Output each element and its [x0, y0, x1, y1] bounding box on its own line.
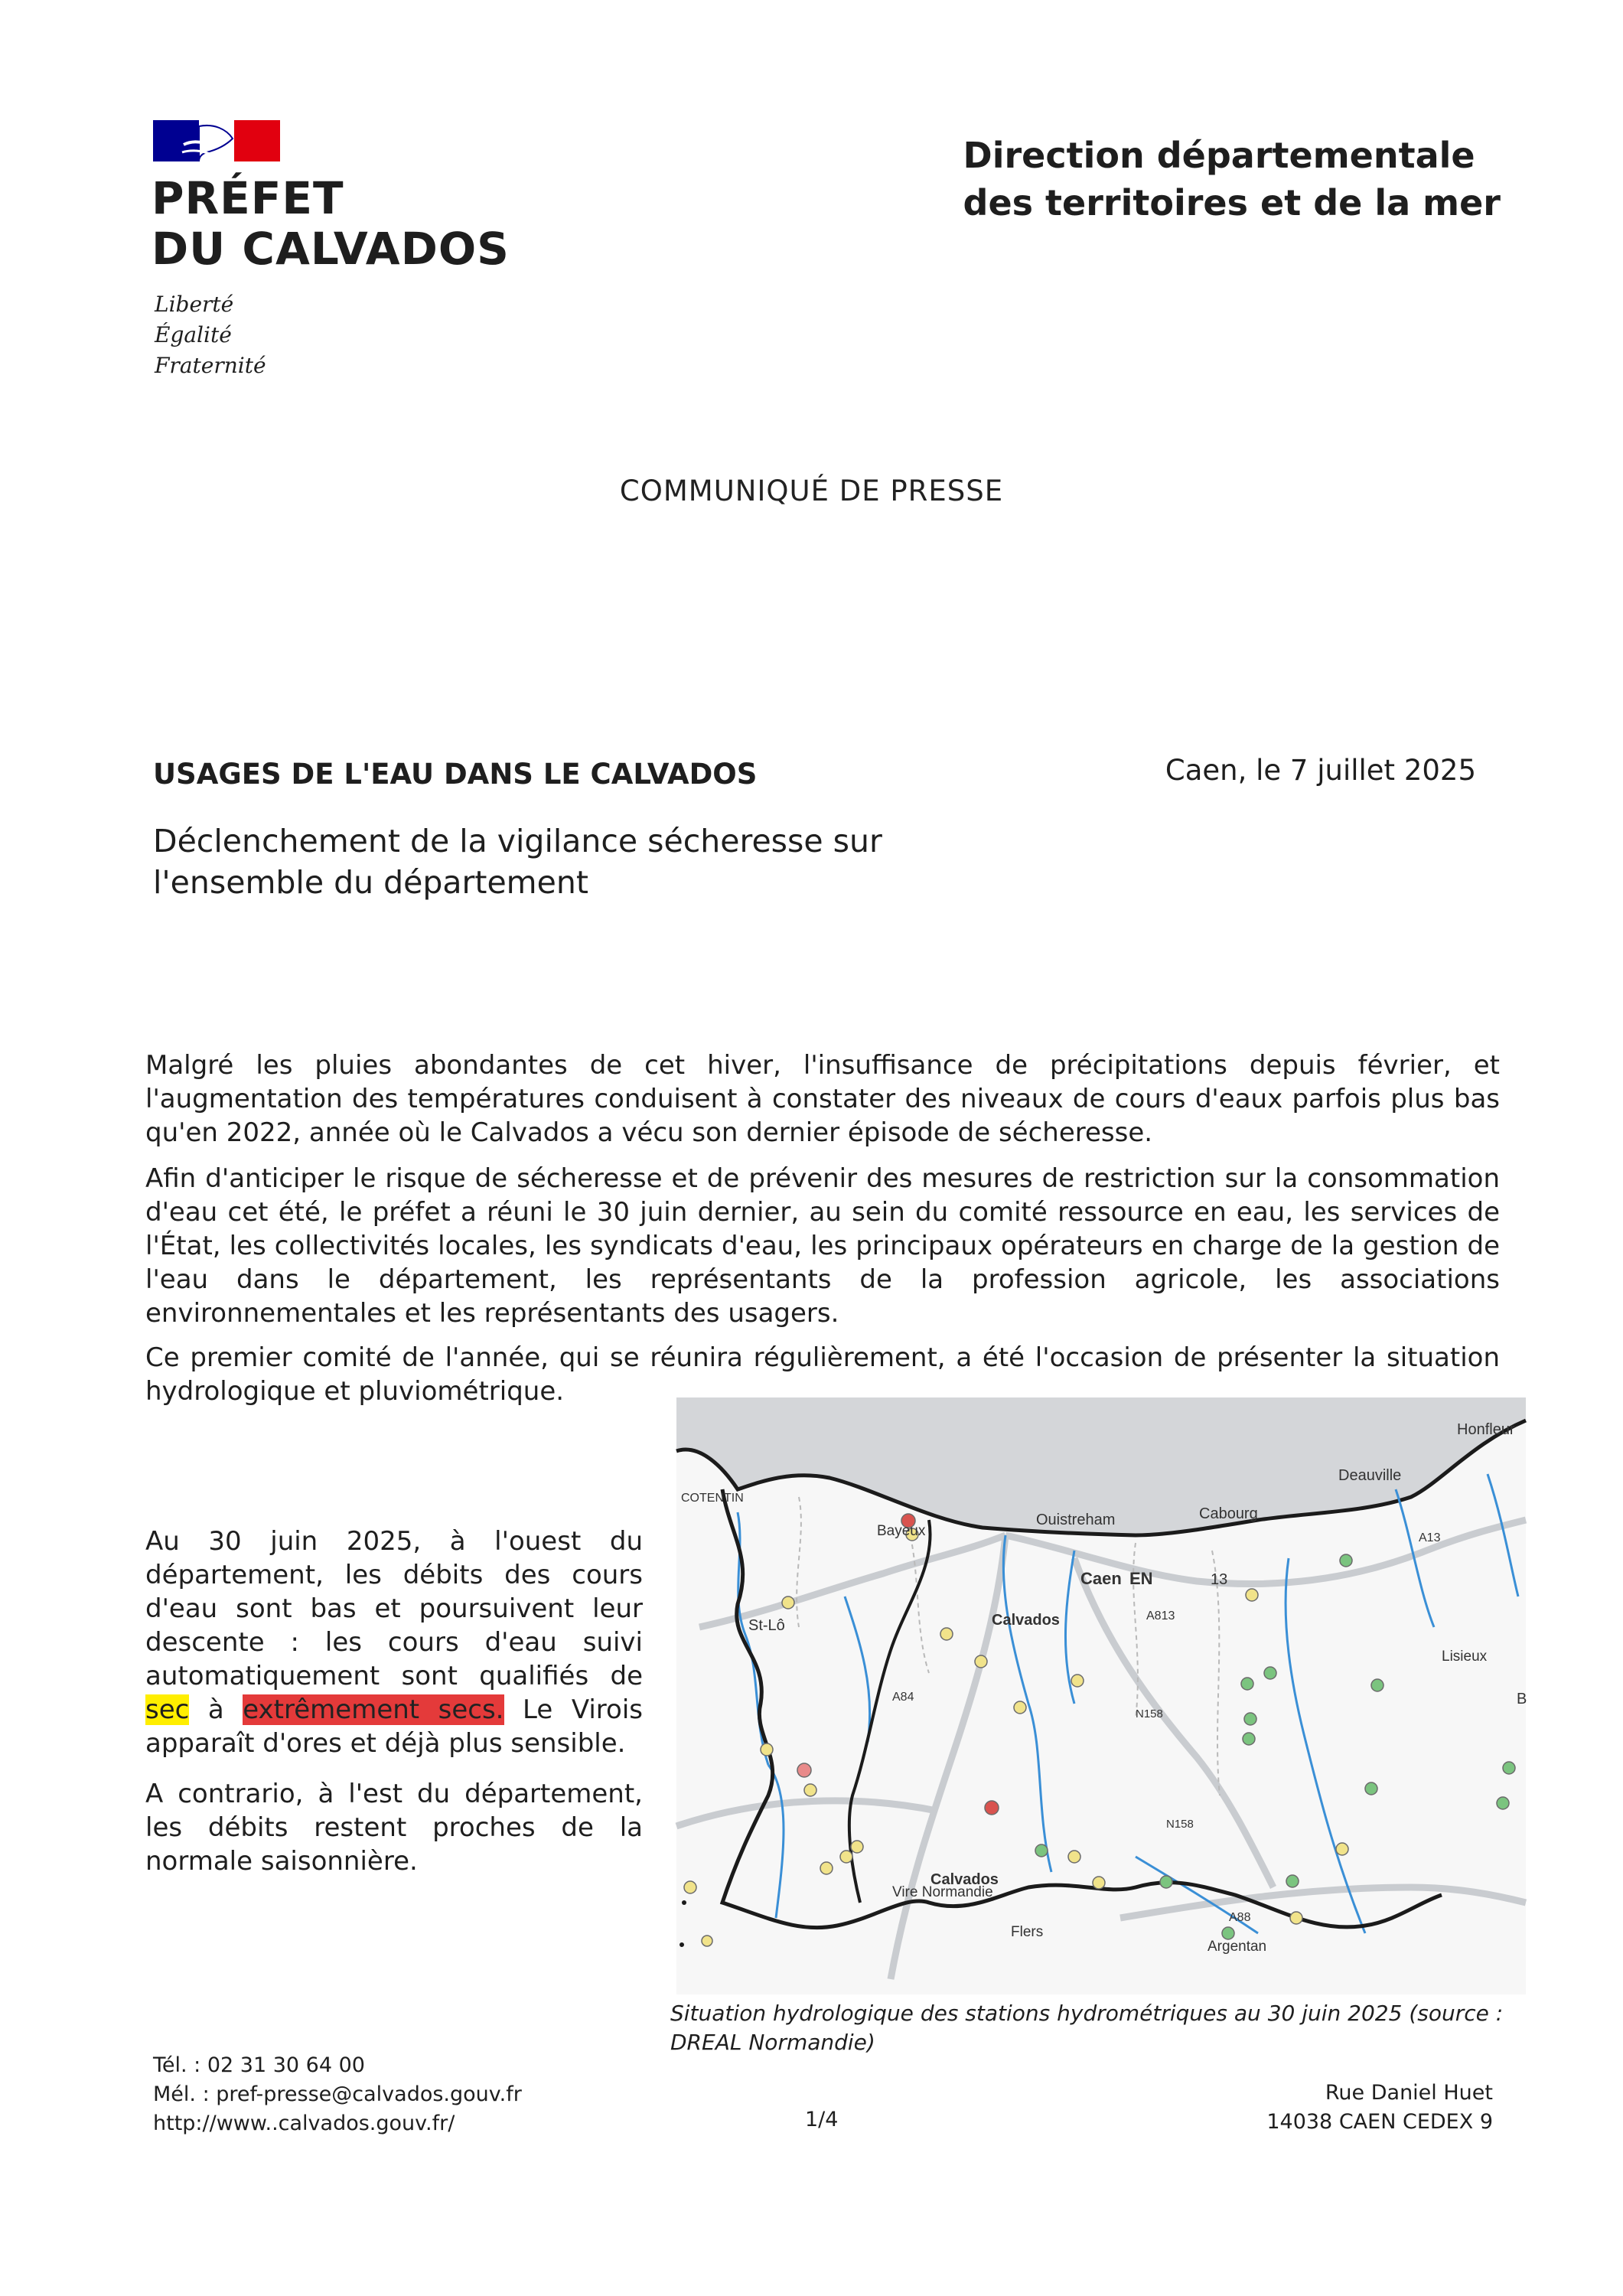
station-green — [1160, 1876, 1172, 1888]
label-a813: A813 — [1146, 1609, 1175, 1623]
contact-phone: Tél. : 02 31 30 64 00 — [153, 2053, 365, 2077]
station-yellow — [940, 1628, 953, 1640]
station-yellow — [1246, 1589, 1258, 1601]
paragraph-4 — [145, 1525, 643, 1760]
contact-email: Mél. : pref-presse@calvados.gouv.fr — [153, 2082, 522, 2106]
motto — [155, 289, 266, 381]
station-yellow — [782, 1596, 794, 1609]
label-a13: A13 — [1419, 1531, 1441, 1544]
station-yellow — [975, 1655, 987, 1668]
label-st-lo: St-Lô — [748, 1617, 785, 1634]
document-type: COMMUNIQUÉ DE PRESSE — [619, 475, 1004, 507]
station-green — [1503, 1762, 1515, 1774]
contact-website: http://www..calvados.gouv.fr/ — [153, 2112, 455, 2135]
station-green — [1243, 1733, 1255, 1745]
label-a84: A84 — [892, 1691, 914, 1704]
station-green — [1244, 1713, 1256, 1725]
station-green — [1286, 1875, 1299, 1887]
label-cotentin: COTENTIN — [681, 1492, 744, 1505]
station-yellow — [851, 1841, 863, 1853]
motto-fraternite: Fraternité — [155, 353, 266, 378]
station-yellow — [1290, 1912, 1302, 1924]
label-calvados-1: Calvados — [992, 1612, 1060, 1629]
label-b: B — [1517, 1691, 1527, 1707]
station-yellow — [820, 1862, 833, 1874]
station-yellow — [1014, 1701, 1026, 1714]
station-yellow — [1336, 1843, 1348, 1855]
hydrology-map — [676, 1397, 1526, 1994]
postal-address — [1266, 2079, 1493, 2137]
station-yellow — [684, 1881, 696, 1893]
station-pink — [797, 1763, 811, 1777]
label-ouistreham: Ouistreham — [1036, 1512, 1116, 1528]
highlight-sec: sec — [145, 1694, 190, 1725]
highlight-extremement-secs: extrêmement secs. — [243, 1694, 504, 1725]
motto-egalite: Égalité — [155, 322, 232, 347]
paragraph-4-start: Au 30 juin 2025, à l'ouest du département, les débits des cours d'eau sont bas et poursuivent leur descente : les cours d'eau suivi automatiquement sont qualifiés de — [145, 1526, 643, 1691]
station-green — [1222, 1927, 1234, 1939]
page-number: 1/4 — [805, 2108, 839, 2131]
paragraph-3: Ce premier comité de l'année, qui se réunira régulièrement, a été l'occasion de présenter la situation hydrologique et pluviométrique. — [145, 1342, 1500, 1407]
station-green — [1365, 1782, 1377, 1795]
label-vire: Vire Normandie — [892, 1884, 993, 1900]
station-green — [1371, 1679, 1383, 1691]
label-en: EN — [1129, 1569, 1153, 1588]
label-13: 13 — [1211, 1571, 1228, 1588]
marianne-logo — [153, 119, 280, 163]
label-deauville: Deauville — [1338, 1467, 1402, 1484]
station-green — [1340, 1554, 1352, 1567]
press-release-heading: USAGES DE L'EAU DANS LE CALVADOS — [153, 758, 758, 791]
label-argentan: Argentan — [1207, 1939, 1267, 1955]
label-n158-b: N158 — [1166, 1818, 1194, 1831]
release-date: Caen, le 7 juillet 2025 — [1165, 754, 1476, 787]
station-yellow — [1068, 1851, 1080, 1863]
station-yellow — [1071, 1675, 1084, 1687]
paragraph-2: Afin d'anticiper le risque de sécheresse et de prévenir des mesures de restriction sur la consommation d'eau cet été, le préfet a réuni le 30 juin dernier, au sein du comité ressource en eau, les services de l'État, les collectivités locales, les syndicats d'eau, les principaux opérateurs en charge de la gestion de l'eau dans le département, les représentants de la profession agricole, les associations environnementales et les représentants des usagers. — [145, 1163, 1500, 1329]
label-calvados-2: Calvados — [930, 1871, 999, 1888]
station-yellow — [840, 1851, 852, 1863]
paragraph-1: Malgré les pluies abondantes de cet hiver, l'insuffisance de précipitations depuis février, et l'augmentation des températures conduisent à constater des niveaux de cours d'eaux parfois plus bas qu'en 2022, année où le Calvados a vécu son dernier épisode de sécheresse. — [145, 1050, 1500, 1148]
direction-line-1: Direction départementale — [963, 135, 1475, 176]
label-lisieux: Lisieux — [1442, 1649, 1488, 1665]
station-green — [1241, 1678, 1253, 1690]
map-caption: Situation hydrologique des stations hydrométriques au 30 juin 2025 (source : DREAL Normandie) — [670, 2001, 1504, 2055]
paragraph-4-end: Le Virois apparaît d'ores et déjà plus sensible. — [145, 1694, 643, 1759]
motto-liberte: Liberté — [155, 292, 234, 317]
label-caen: Caen — [1080, 1569, 1122, 1588]
station-green — [1035, 1844, 1048, 1857]
press-contacts — [153, 2051, 522, 2138]
address-street: Rue Daniel Huet — [1325, 2081, 1493, 2105]
address-city: 14038 CAEN CEDEX 9 — [1266, 2110, 1493, 2134]
label-honfleur: Honfleur — [1457, 1421, 1515, 1438]
station-green — [1497, 1797, 1509, 1809]
paragraph-4-mid: à — [207, 1694, 224, 1725]
prefet-title — [152, 173, 510, 274]
direction-line-2: des territoires et de la mer — [963, 182, 1501, 223]
station-red — [985, 1801, 999, 1815]
station-yellow — [1093, 1877, 1105, 1889]
label-bayeux: Bayeux — [877, 1523, 926, 1539]
station-yellow — [702, 1936, 712, 1946]
station-yellow — [761, 1743, 773, 1756]
issuing-direction — [963, 132, 1501, 227]
press-release-subheading: Déclenchement de la vigilance sécheresse sur l'ensemble du département — [153, 823, 882, 901]
station-yellow — [804, 1784, 816, 1796]
prefet-line-2: DU CALVADOS — [152, 223, 510, 275]
label-cabourg: Cabourg — [1199, 1505, 1258, 1522]
prefet-line-1: PRÉFET — [152, 172, 344, 224]
label-n158-a: N158 — [1136, 1707, 1163, 1720]
label-flers: Flers — [1011, 1924, 1044, 1940]
label-a88: A88 — [1229, 1911, 1251, 1924]
station-green — [1264, 1667, 1276, 1679]
paragraph-5: A contrario, à l'est du département, les débits restent proches de la normale saisonnière. — [145, 1779, 643, 1877]
